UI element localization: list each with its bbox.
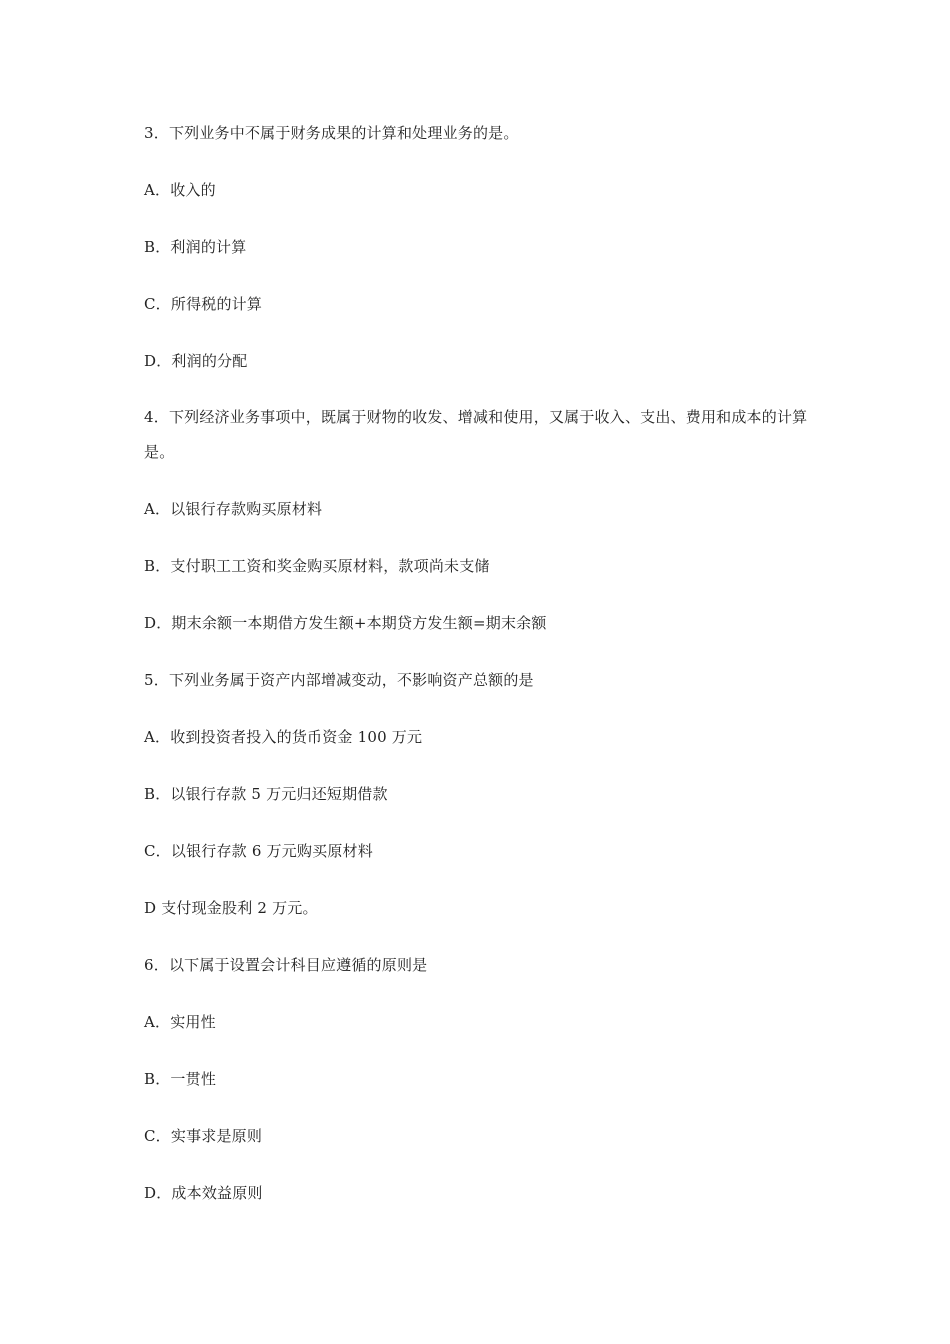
q4-option-d: D．期末余额一本期借方发生额+本期贷方发生额=期末余额 bbox=[144, 614, 547, 632]
q3-option-a: A．收入的 bbox=[144, 181, 216, 199]
q5-option-b: B．以银行存款 5 万元归还短期借款 bbox=[144, 785, 388, 803]
document-content bbox=[144, 122, 814, 1239]
question-3: 3．下列业务中不属于财务成果的计算和处理业务的是。 bbox=[144, 124, 519, 142]
q5-option-d: D 支付现金股利 2 万元。 bbox=[144, 899, 318, 917]
question-6: 6．以下属于设置会计科目应遵循的原则是 bbox=[144, 956, 428, 974]
q3-option-c: C．所得税的计算 bbox=[144, 295, 263, 313]
q5-option-c: C．以银行存款 6 万元购买原材料 bbox=[144, 842, 373, 860]
question-5: 5．下列业务属于资产内部增减变动，不影响资产总额的是 bbox=[144, 671, 534, 689]
q3-option-b: B．利润的计算 bbox=[144, 238, 247, 256]
q6-option-d: D．成本效益原则 bbox=[144, 1184, 263, 1202]
q5-option-a: A．收到投资者投入的货币资金 100 万元 bbox=[144, 728, 423, 746]
q3-option-d: D．利润的分配 bbox=[144, 352, 248, 370]
q4-option-b: B．支付职工工资和奖金购买原材料，款项尚未支储 bbox=[144, 557, 490, 575]
question-4: 4．下列经济业务事项中，既属于财物的收发、增减和使用，又属于收入、支出、费用和成本的计算是。 bbox=[144, 408, 808, 461]
q6-option-c: C．实事求是原则 bbox=[144, 1127, 263, 1145]
q6-option-a: A．实用性 bbox=[144, 1013, 216, 1031]
q4-option-a: A．以银行存款购买原材料 bbox=[144, 500, 323, 518]
q6-option-b: B．一贯性 bbox=[144, 1070, 217, 1088]
